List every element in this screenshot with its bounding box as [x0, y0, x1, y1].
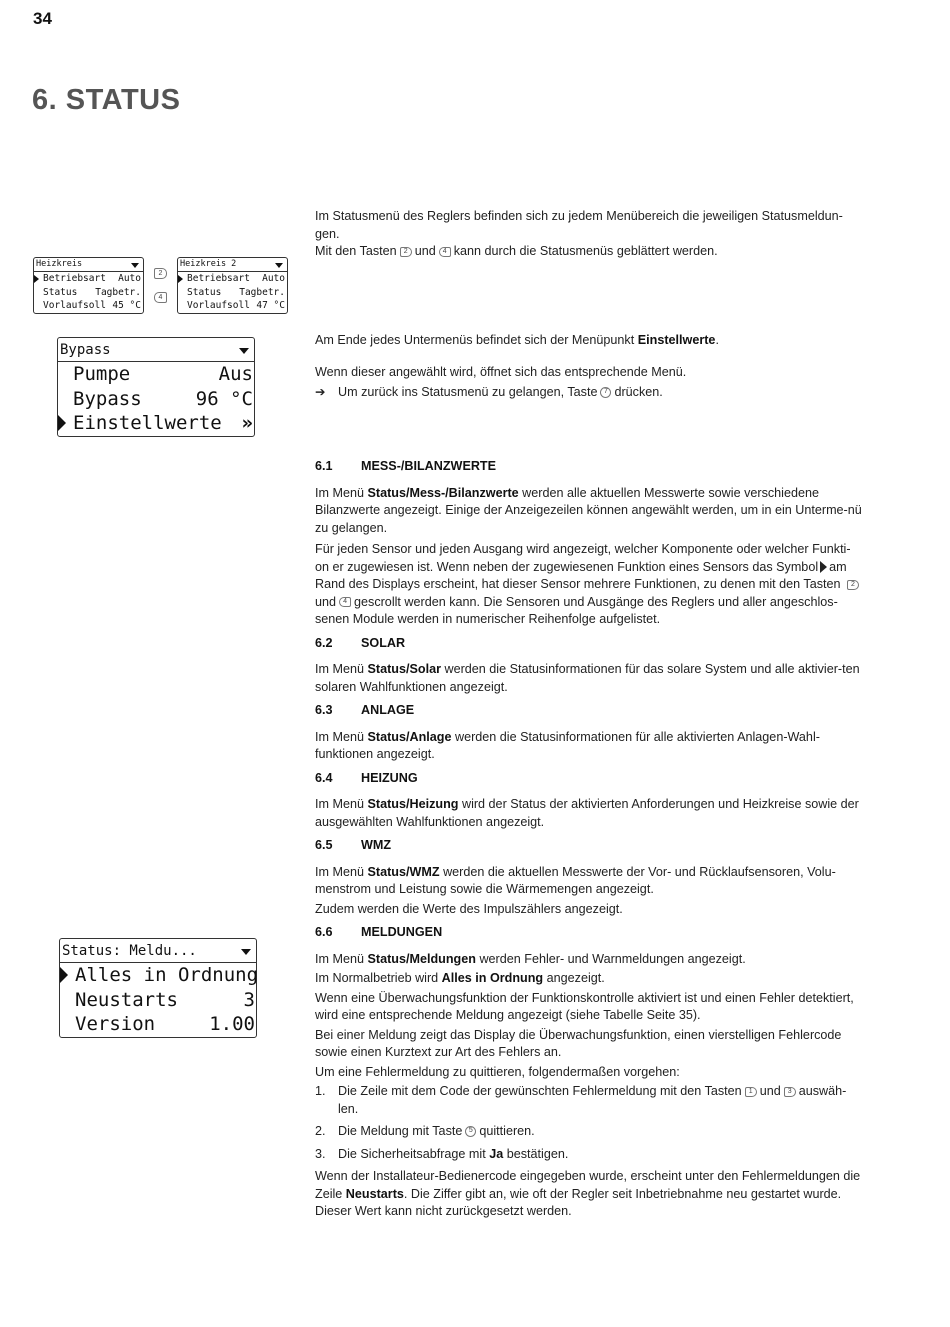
key-3-icon: 3 — [784, 1087, 796, 1097]
list-item: 3. Die Sicherheitsabfrage mit Ja bestätigen. — [315, 1146, 569, 1161]
lcd-row: Pumpe Aus — [73, 363, 253, 385]
paragraph: Im Menü Status/Mess-/Bilanzwerte werden alle aktuellen Messwerte sowie verschiedene Bilanzwerte angezeigt. Einige der Anzeigezeilen können angewählt werden, um in ein Unterme-nü zu gelangen. — [315, 485, 862, 535]
selection-cursor-icon — [34, 275, 39, 283]
sections — [315, 452, 863, 1221]
paragraph: Für jeden Sensor und jeden Ausgang wird angezeigt, welcher Komponente oder welcher Funkti-on er zugewiesen ist. Wenn neben der zugewiesenen Funktion eines Sensors das Symbol am Rand des Displays erscheint, hat dieser Sensor mehrere Funktionen, zu denen mit den Tasten 2und 4 gescrollt werden kann. Die Sensoren und Ausgänge des Reglers und aller angeschlos-senen Module werden in numerischer Reihenfolge aufgelistet. — [315, 541, 863, 629]
intro-text — [315, 208, 863, 261]
section-heading: 6.4 HEIZUNG — [315, 770, 418, 785]
dropdown-arrow-icon — [241, 949, 251, 955]
selection-cursor-icon — [58, 415, 66, 431]
lcd-header: Status: Meldu... — [60, 939, 256, 963]
submenu-icon: » — [241, 412, 253, 434]
lcd-header: Heizkreis — [34, 258, 143, 272]
lcd-row: Einstellwerte » — [58, 411, 254, 436]
section-heading: 6.5 WMZ — [315, 838, 392, 852]
paragraph: Im Menü Status/Solar werden die Statusinformationen für das solare System und alle aktivier-ten solaren Wahlfunktionen angezeigt. — [315, 662, 860, 694]
paragraph: Wenn dieser angewählt wird, öffnet sich das entsprechende Menü. — [315, 364, 687, 379]
key-4-icon: 4 — [439, 247, 451, 257]
selection-cursor-icon — [60, 967, 68, 983]
section-heading: 6.1 MESS-/BILANZWERTE — [315, 459, 497, 473]
einstellwerte-text — [315, 332, 863, 402]
lcd-row: Neustarts 3 — [75, 988, 255, 1011]
lcd-header: Heizkreis 2 — [178, 258, 287, 272]
dropdown-arrow-icon — [131, 263, 139, 268]
key-4-icon: 4 — [339, 597, 351, 607]
lcd-meldungen — [59, 938, 257, 1038]
arrow-right-icon: ➔ — [315, 385, 326, 399]
chapter-title: 6. STATUS — [32, 84, 181, 116]
lcd-row: Status Tagbetr. — [187, 286, 285, 298]
paragraph: Im Statusmenü des Reglers befinden sich zu jedem Menübereich die jeweiligen Statusmeldun-gen. — [315, 209, 843, 241]
paragraph: Bei einer Meldung zeigt das Display die Überwachungsfunktion, einen vierstelligen Fehlercode sowie einen Kurztext zur Art des Fehlers an. — [315, 1027, 842, 1059]
paragraph: Im Menü Status/Anlage werden die Statusinformationen für alle aktivierten Anlagen-Wahl-funktionen angezeigt. — [315, 729, 820, 761]
section-heading: 6.6 MELDUNGEN — [315, 925, 443, 939]
paragraph: Wenn der Installateur-Bedienercode eingegeben wurde, erscheint unter den Fehlermeldungen die Zeile Neustarts. Die Ziffer gibt an, wie oft der Regler seit Inbetriebnahme neu gestartet wurde. Dieser Wert kann nicht zurückgesetzt werden. — [315, 1169, 861, 1218]
lcd-row: Status Tagbetr. — [43, 286, 141, 298]
lcd-row: Version 1.00 — [75, 1013, 255, 1035]
selection-cursor-icon — [178, 275, 183, 283]
key-2-icon: 2 — [847, 580, 859, 590]
key-2-icon: 2 — [400, 247, 412, 257]
steps-list — [315, 1083, 863, 1163]
list-item: 2. Die Meldung mit Taste 5 quittieren. — [315, 1124, 535, 1138]
lcd-row: Bypass 96 °C — [73, 387, 253, 410]
paragraph: Wenn eine Überwachungsfunktion der Funktionskontrolle aktiviert ist und einen Fehler detektiert, wird eine entsprechende Meldung angezeigt (siehe Tabelle Seite 35). — [315, 990, 854, 1022]
paragraph: Am Ende jedes Untermenüs befindet sich der Menüpunkt Einstellwerte. — [315, 333, 719, 347]
paragraph: Im Normalbetrieb wird Alles in Ordnung angezeigt. — [315, 971, 605, 985]
paragraph: Im Menü Status/WMZ werden die aktuellen Messwerte der Vor- und Rücklaufsensoren, Volu-menstrom und Leistung sowie die Wärmemengen angezeigt. — [315, 864, 836, 896]
key-1-icon: 1 — [745, 1087, 757, 1097]
key-2-icon: 2 — [154, 268, 167, 279]
dropdown-arrow-icon — [275, 263, 283, 268]
lcd-heizkreis-1 — [33, 257, 144, 314]
paragraph: Im Menü Status/Heizung wird der Status der aktivierten Anforderungen und Heizkreise sowie der ausgewählten Wahlfunktionen angezeigt. — [315, 797, 859, 829]
lcd-row: Betriebsart Auto — [34, 272, 143, 286]
paragraph: Um eine Fehlermeldung zu quittieren, folgendermaßen vorgehen: — [315, 1064, 680, 1079]
lcd-row: Betriebsart Auto — [178, 272, 287, 286]
lcd-heizkreis-2 — [177, 257, 288, 314]
lcd-header: Bypass — [58, 338, 254, 362]
lcd-bypass — [57, 337, 255, 437]
dropdown-arrow-icon — [239, 348, 249, 354]
lcd-row: Vorlaufsoll 47 °C — [187, 300, 285, 311]
multi-function-arrow-icon — [820, 561, 827, 573]
paragraph: Zudem werden die Werte des Impulszählers angezeigt. — [315, 901, 623, 916]
lcd-row: Vorlaufsoll 45 °C — [43, 300, 141, 311]
key-5-icon: 5 — [465, 1126, 476, 1137]
lcd-row: Alles in Ordnung — [60, 963, 256, 988]
section-heading: 6.3 ANLAGE — [315, 703, 415, 717]
key-4-icon: 4 — [154, 292, 167, 303]
section-heading: 6.2 SOLAR — [315, 635, 406, 650]
paragraph: Im Menü Status/Meldungen werden Fehler- und Warnmeldungen angezeigt. — [315, 951, 746, 966]
list-item: 1. Die Zeile mit dem Code der gewünschten Fehlermeldung mit den Tasten 1 und 3 auswäh-len. — [315, 1084, 847, 1116]
paragraph: Mit den Tasten 2 und 4 kann durch die Statusmenüs geblättert werden. — [315, 244, 718, 258]
key-7-icon: 7 — [600, 387, 611, 398]
instruction-line: ➔ Um zurück ins Statusmenü zu gelangen, Taste 7 drücken. — [315, 384, 863, 402]
page-number: 34 — [33, 9, 52, 28]
